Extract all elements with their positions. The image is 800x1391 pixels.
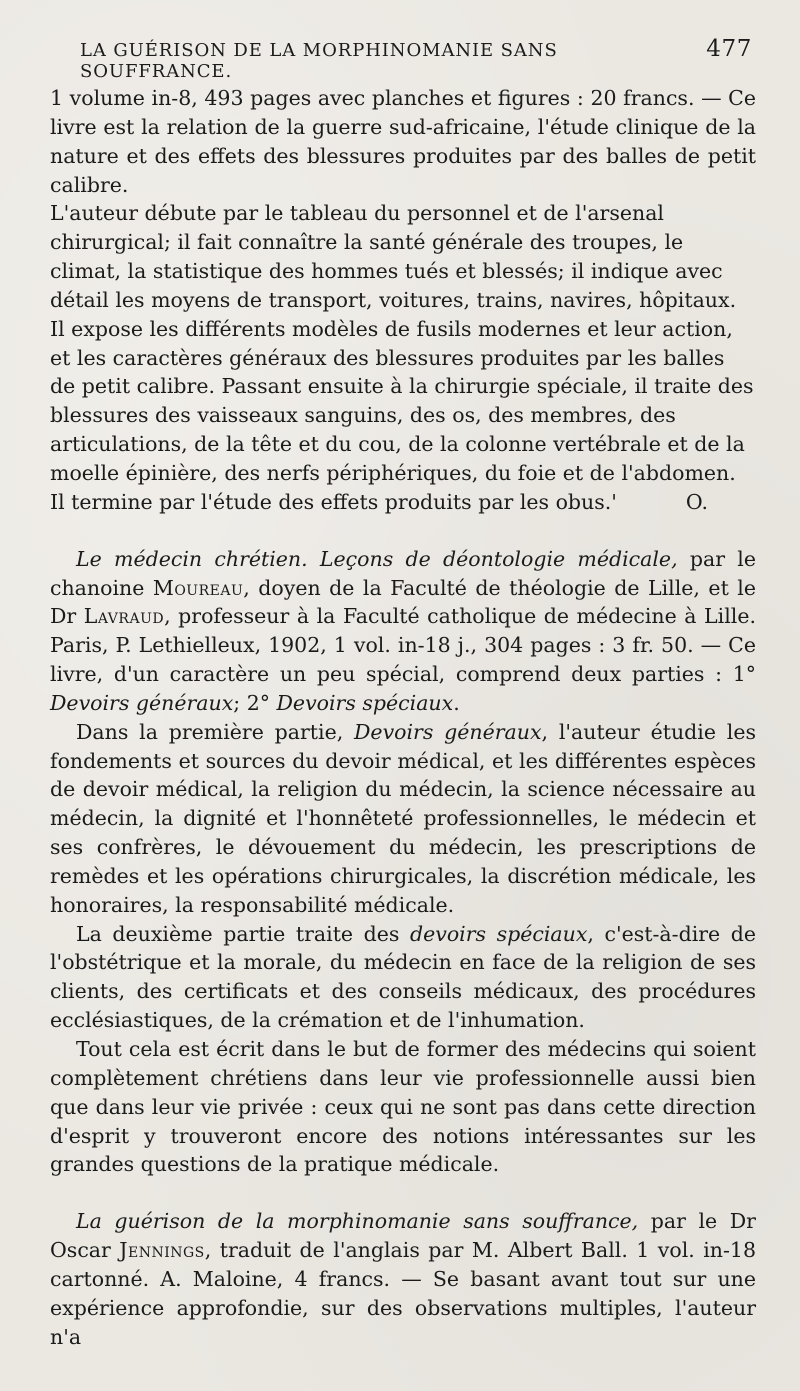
end-punctuation: . (453, 690, 460, 715)
part-title: Devoirs spéciaux (276, 690, 454, 715)
byline-text: par le chanoine (50, 546, 756, 600)
paragraph-text: , c'est-à-dire de l'obstétrique et la morale, du médecin en face de la religion de ses clients, des certificats et des conseils médicaux, des procédures ecclésiastiques, de la crémation et de l'inhumation. (50, 921, 757, 1033)
review-war-surgery-intro: 1 volume in-8, 493 pages avec planches et figures : 20 francs. — Ce livre est la relation de la guerre sud-africaine, l'étude clinique de la nature et des effets des blessures produites par des balles de petit calibre. (50, 86, 756, 197)
review-christian-doctor-part-one (50, 718, 756, 920)
review-christian-doctor (50, 545, 756, 1180)
review-war-surgery-summary (50, 201, 754, 513)
reviewer-signature: O. (685, 489, 708, 514)
separator-text: ; 2° (233, 690, 277, 715)
page-number: 477 (706, 36, 752, 62)
review-christian-doctor-conclusion: Tout cela est écrit dans le but de former des médecins qui soient complètement chrétiens dans leur vie professionnelle aussi bien que dans leur vie privée : ceux qui ne sont pas dans cette direction d'esprit y trouveront encore des notions intéressantes sur les grandes questions de la pratique médicale. (50, 1037, 756, 1177)
paragraph-text: La deuxième partie traite des (76, 921, 410, 946)
paragraph-text: , l'auteur étudie les fondements et sources du devoir médical, et les différentes espèces de devoir médical, la religion du médecin, la science nécessaire au médecin, la dignité et l'honnêteté professionnelles, le médecin et ses confrères, le dévouement du médecin, les prescriptions de remèdes et les opérations chirurgicales, la discrétion médicale, les honoraires, la responsabilité médicale. (50, 719, 756, 917)
part-title: devoirs spéciaux (409, 921, 588, 946)
section-gap (50, 517, 756, 545)
paragraph-text: Dans la première partie, (76, 719, 354, 744)
book-title: La guérison de la morphinomanie sans souffrance, (76, 1209, 639, 1234)
author-name: Jennings (119, 1238, 205, 1263)
review-war-surgery (50, 84, 756, 517)
byline-text: , doyen de la Faculté de théologie de Lille, et le Dr (50, 575, 756, 629)
publication-details: , professeur à la Faculté catholique de médecine à Lille. Paris, P. Lethielleux, 1902, 1 vol. in-18 j., 304 pages : 3 fr. 50. — Ce livre, d'un caractère un peu spécial, comprend deux parties : 1° (50, 604, 756, 687)
author-name: Moureau (152, 575, 244, 600)
author-name: Lavraud (83, 604, 165, 629)
review-war-surgery-summary-text: L'auteur débute par le tableau du personnel et de l'arsenal chirurgical; il fait connaître la santé générale des troupes, le climat, la statistique des hommes tués et blessés; il indique avec détail les moyens de transport, voitures, trains, navires, hôpitaux. Il expose les différents modèles de fusils modernes et leur action, et les caractères généraux des blessures produites par les balles de petit calibre. Passant ensuite à la chirurgie spéciale, il traite des blessures des vaisseaux sanguins, des os, des membres, des articulations, de la tête et du cou, de la colonne vertébrale et de la moelle épinière, des nerfs périphériques, du foie et de l'abdomen. Il termine par l'étude des effets produits par les obus.' (50, 201, 754, 514)
byline-text: par le Dr Oscar (50, 1209, 756, 1263)
section-gap (50, 1179, 756, 1207)
review-christian-doctor-part-two (50, 920, 756, 1035)
part-title: Devoirs généraux (354, 719, 542, 744)
review-christian-doctor-intro (50, 545, 756, 718)
running-title: LA GUÉRISON DE LA MORPHINOMANIE SANS SOUFFRANCE. (80, 40, 558, 82)
review-morphinomania (50, 1207, 756, 1351)
part-title: Devoirs généraux (50, 690, 234, 715)
book-title: Le médecin chrétien. Leçons de déontologie médicale, (76, 546, 678, 571)
review-war-surgery-body (50, 199, 756, 516)
paragraph-text: , traduit de l'anglais par M. Albert Ball. 1 vol. in-18 cartonné. A. Maloine, 4 francs. — Se basant avant tout sur une expérience approfondie, sur des observations multiples, l'auteur n'a (50, 1238, 756, 1349)
running-header (50, 36, 756, 82)
review-morphinomania-intro (50, 1207, 756, 1351)
